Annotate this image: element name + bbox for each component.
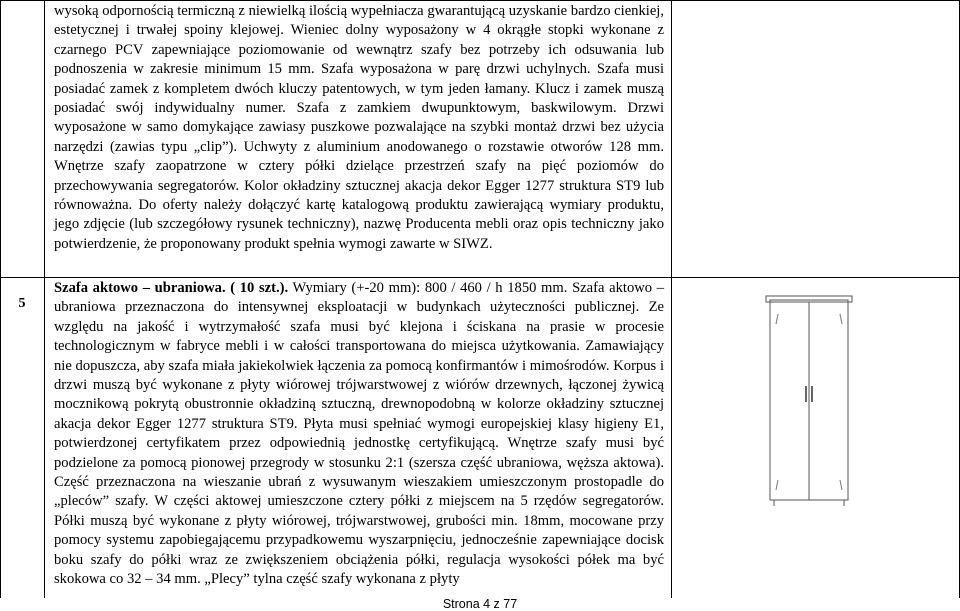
row2-description [54, 279, 664, 590]
page-footer: Strona 4 z 77 [442, 597, 518, 611]
row1-description: wysoką odpornością termiczną z niewielką ilością wypełniacza gwarantującą uzyskanie bardzo cienkiej, estetycznej i trwałej spoiny klejowej. Wieniec dolny wyposażony w 4 okrągłe stopki wykonane z czarnego PCV zapewniające poziomowanie od wewnątrz szafy bez potrzeby ich odsuwania lub podnoszenia w zakresie minimum 15 mm. Szafa wyposażona w parę drzwi uchylnych. Szafa musi posiadać zamek z kompletem dwóch kluczy patentowych, w tym jeden łamany. Klucz i zamek muszą posiadać swój indywidualny numer. Szafa z zamkiem dwupunktowym, baskwilowym. Drzwi wyposażone w samo domykające zawiasy puszkowe pozwalające na szybki montaż drzwi bez użycia narzędzi (zawias typu „clip”). Uchwyty z aluminium anodowanego o rozstawie otworów 128 mm. Wnętrze szafy zaopatrzone w cztery półki dzielące przestrzeń szafy na pięć poziomów do przechowywania segregatorów. Kolor okładziny sztucznej akacja dekor Egger 1277 struktura ST9 lub równoważna. Do oferty należy dołączyć kartę katalogową produktu zawierającą wymiary produktu, jego zdjęcie (lub szczegółowy rysunek techniczny), nazwę Producenta mebli oraz opis techniczny jako potwierdzenie, że proponowany produkt spełnia wymogi zawarte w SIWZ. [54, 3, 664, 252]
table-col-divider-1 [44, 1, 45, 598]
row2-body: Szafa aktowo – ubraniowa przeznaczona do intensywnej eksploatacji w budynkach użyteczności publicznej. Ze względu na jakość i wytrzymałość szafa musi być klejona i ściskana na prasie w procesie technologicznym w fabryce mebli i w całości transportowana do miejsca użytkowania. Zamawiający nie dopuszcza, aby szafa miała jakiekolwiek łączenia za pomocą konfirmantów i mimośrodów. Korpus i drzwi muszą być wykonane z płyty wiórowej trójwarstwowej z wiórów drzewnych, łączonej żywicą mocznikową pokrytą obustronnie okładziną sztuczną, drewnopodobną w kolorze okładziny sztucznej akacja dekor Egger 1277 struktura ST9. Płyta musi spełniać wymogi europejskiej klasy higieny E1, potwierdzonej certyfikatem przez odpowiednią jednostkę certyfikującą. Wnętrze szafy musi być podzielone za pomocą pionowej przegrody w stosunku 2:1 (szersza część ubraniowa, węższa aktowa). Część przeznaczona na wieszanie ubrań z wysuwanym wieszakiem umieszczonym prostopadle do „pleców” szafy. W części aktowej umieszczone cztery półki z miejscem na 5 rzędów segregatorów. Półki muszą być wykonane z płyty wiórowej, trójwarstwowej, grubości min. 18mm, mocowane przy pomocy systemu zapobiegającemu przypadkowemu wyszarpnięciu, jednocześnie zapewniające docisk boku szafy do półki wraz ze zwiększeniem obciążenia półki, regulacja wysokości półek ma być skokowa co 32 – 34 mm. „Plecy” tylna część szafy wykonana z płyty [54, 280, 665, 588]
table-row-divider [0, 277, 960, 278]
row2-number: 5 [18, 296, 26, 311]
row2-title: Szafa aktowo – ubraniowa. ( 10 szt.). [54, 280, 289, 296]
wardrobe-drawing-icon [760, 292, 856, 514]
row2-title-suffix: Wymiary (+-20 mm): 800 / 460 / h 1850 mm. [288, 280, 568, 296]
table-col-divider-2 [671, 1, 672, 598]
